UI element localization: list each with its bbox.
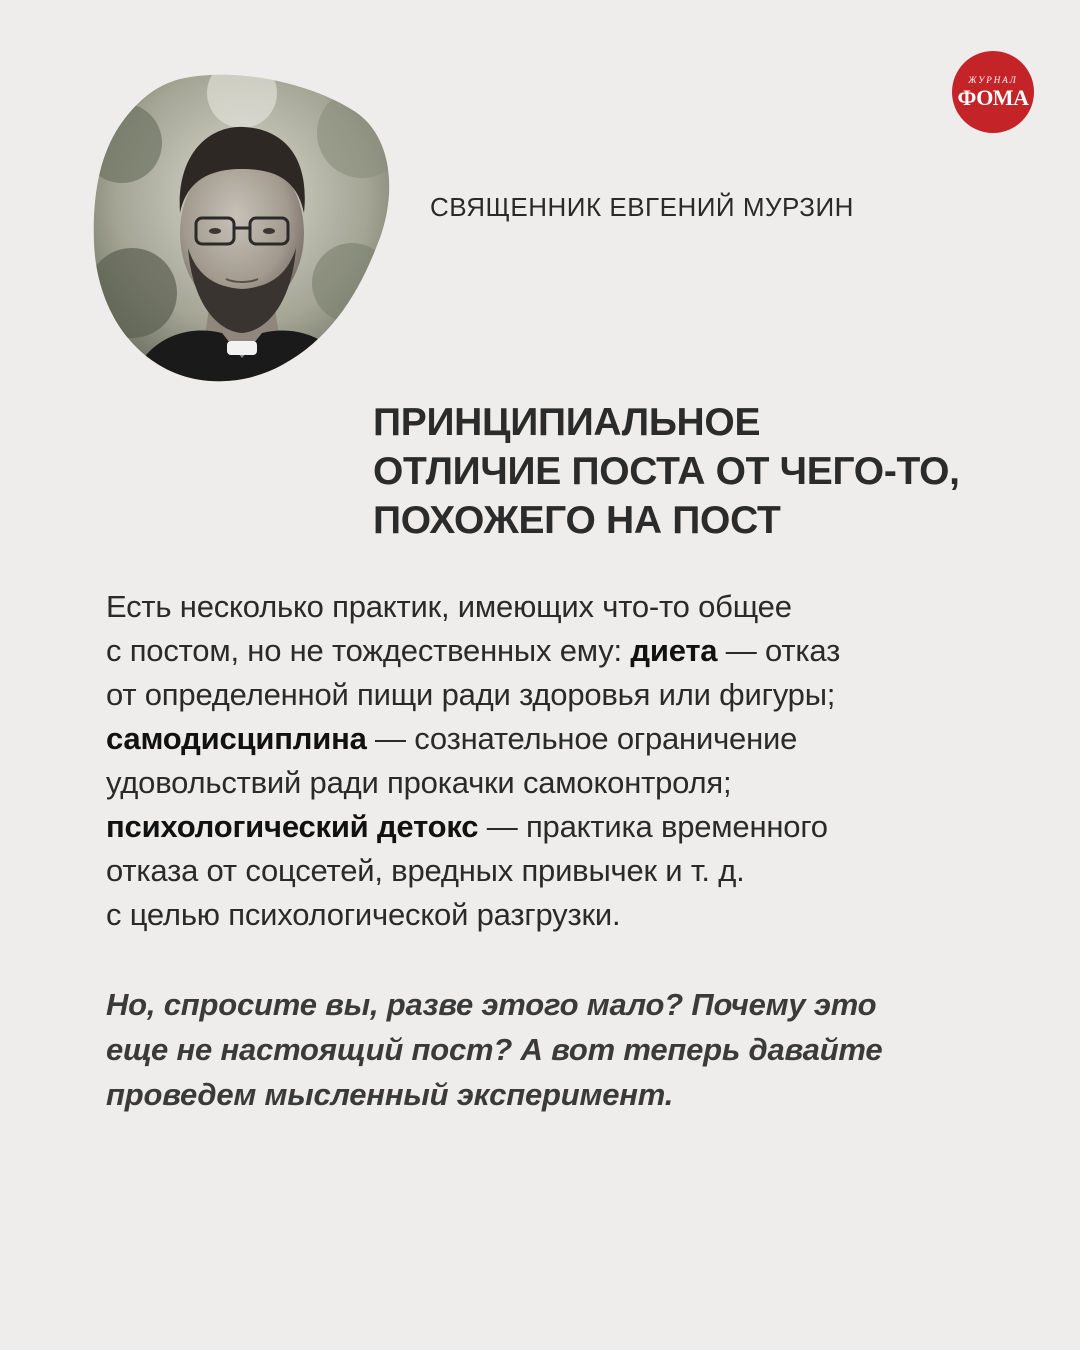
closing-question [106, 982, 1056, 1117]
heading-line: ПРИНЦИПИАЛЬНОЕ [373, 401, 761, 444]
logo-title: ФОМА [957, 84, 1029, 110]
body-line: удовольствий ради прокачки самоконтроля; [106, 765, 732, 800]
body-line: от определенной пищи ради здоровья или фигуры; [106, 677, 836, 712]
body-line: отказа от соцсетей, вредных привычек и т. д. [106, 853, 745, 888]
closing-line: еще не настоящий пост? А вот теперь давайте [106, 1032, 883, 1067]
body-line [106, 629, 1056, 673]
body-line: с целью психологической разгрузки. [106, 897, 621, 932]
body-text-fragment: с постом, но не тождественных ему: [106, 633, 631, 668]
body-paragraph [106, 585, 1056, 937]
body-line [106, 805, 1056, 849]
term-self-discipline: самодисциплина [106, 721, 367, 756]
term-diet: диета [630, 633, 718, 668]
logo-small-text: ЖУРНАЛ [968, 74, 1018, 85]
article-heading [373, 398, 1063, 545]
author-name: СВЯЩЕННИК ЕВГЕНИЙ МУРЗИН [430, 192, 854, 222]
closing-line: Но, спросите вы, разве этого мало? Почему это [106, 987, 877, 1022]
author-portrait [92, 73, 392, 383]
body-text-fragment: — практика временного [478, 809, 828, 844]
foma-logo [952, 51, 1034, 133]
body-text-fragment: — сознательное ограничение [366, 721, 798, 756]
body-line [106, 717, 1056, 761]
heading-line: ПОХОЖЕГО НА ПОСТ [373, 499, 781, 542]
portrait-photo [92, 73, 392, 383]
body-line: Есть несколько практик, имеющих что-то общее [106, 589, 792, 624]
closing-line: проведем мысленный эксперимент. [106, 1077, 674, 1112]
heading-line: ОТЛИЧИЕ ПОСТА ОТ ЧЕГО-ТО, [373, 450, 960, 493]
term-detox: психологический детокс [106, 809, 479, 844]
body-text-fragment: — отказ [717, 633, 841, 668]
